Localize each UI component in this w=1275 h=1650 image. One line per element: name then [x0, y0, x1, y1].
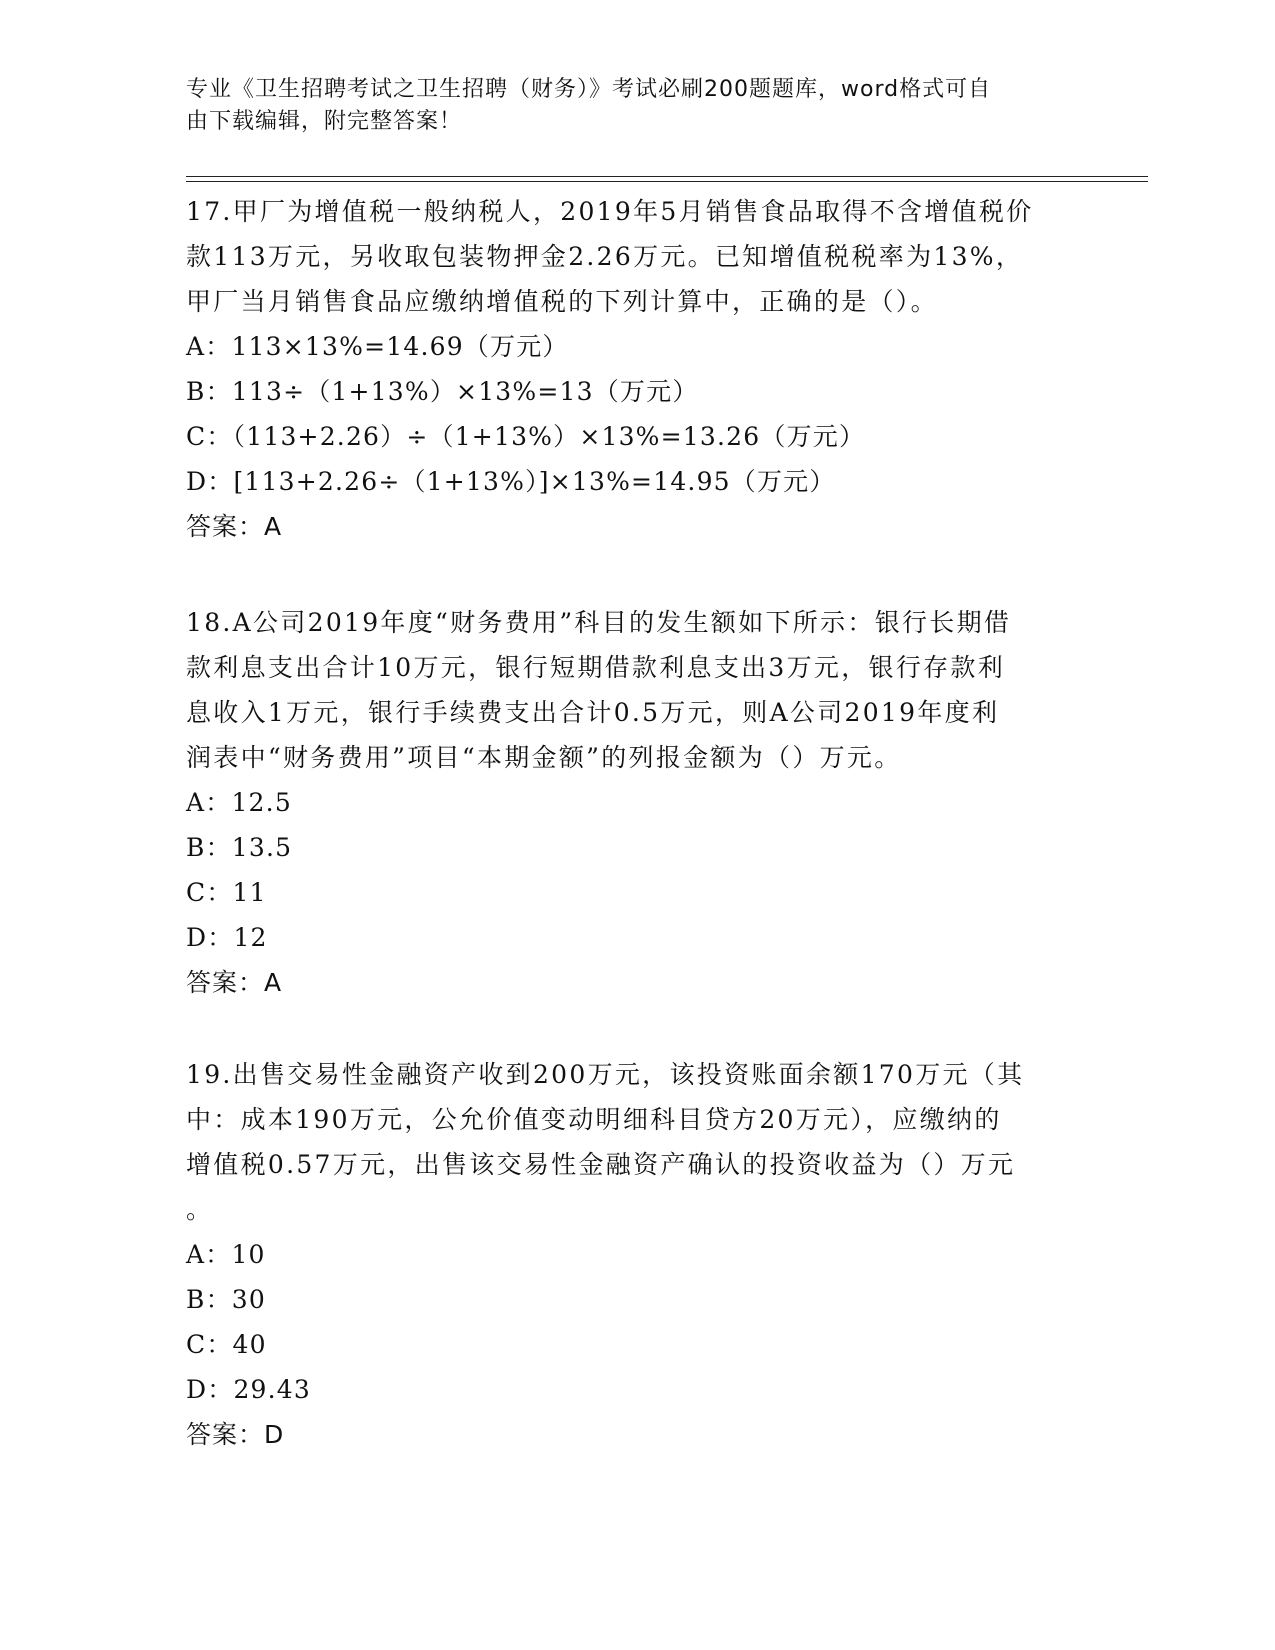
question-stem-line: 。 — [186, 1195, 214, 1224]
question-stem-line: 款利息支出合计10万元，银行短期借款利息支出3万元，银行存款利 — [186, 653, 1006, 682]
option-a: A：12.5 — [186, 788, 292, 817]
question-stem-line: 息收入1万元，银行手续费支出合计0.5万元，则A公司2019年度利 — [186, 698, 1000, 727]
question-stem-line: 中：成本190万元，公允价值变动明细科目贷方20万元），应缴纳的 — [186, 1105, 1002, 1134]
question-stem-line: 甲厂当月销售食品应缴纳增值税的下列计算中，正确的是（）。 — [186, 287, 938, 316]
header-line-2: 由下载编辑，附完整答案！ — [186, 109, 463, 134]
question-stem-line: 款113万元，另收取包装物押金2.26万元。已知增值税税率为13%， — [186, 242, 1024, 271]
question-stem-line: 润表中“财务费用”项目“本期金额”的列报金额为（）万元。 — [186, 743, 902, 772]
header-divider-top — [186, 176, 1148, 177]
option-b: B：113÷（1+13%）×13%=13（万元） — [186, 377, 699, 406]
header-line-1: 专业《卫生招聘考试之卫生招聘（财务）》考试必刷200题题库，word格式可自 — [186, 77, 992, 102]
option-c: C：40 — [186, 1330, 267, 1359]
option-d: D：[113+2.26÷（1+13%）]×13%=14.95（万元） — [186, 467, 836, 496]
option-d: D：29.43 — [186, 1375, 312, 1404]
question-19 — [186, 1052, 1076, 1457]
option-b: B：13.5 — [186, 833, 293, 862]
option-d: D：12 — [186, 923, 268, 952]
answer-line: 答案：A — [186, 512, 283, 541]
option-c: C：（113+2.26）÷（1+13%）×13%=13.26（万元） — [186, 422, 866, 451]
document-header — [186, 74, 1066, 138]
answer-line: 答案：D — [186, 1420, 285, 1449]
question-stem-line: 增值税0.57万元，出售该交易性金融资产确认的投资收益为（）万元 — [186, 1150, 1016, 1179]
option-b: B：30 — [186, 1285, 266, 1314]
option-a: A：10 — [186, 1240, 266, 1269]
answer-line: 答案：A — [186, 968, 283, 997]
question-stem-line: 19.出售交易性金融资产收到200万元，该投资账面余额170万元（其 — [186, 1060, 1025, 1089]
question-17 — [186, 189, 1076, 549]
question-stem-line: 18.A公司2019年度“财务费用”科目的发生额如下所示：银行长期借 — [186, 608, 1012, 637]
question-stem-line: 17.甲厂为增值税一般纳税人，2019年5月销售食品取得不含增值税价 — [186, 197, 1034, 226]
option-c: C：11 — [186, 878, 267, 907]
header-divider-bottom — [186, 181, 1148, 182]
option-a: A：113×13%=14.69（万元） — [186, 332, 569, 361]
question-18 — [186, 600, 1076, 1005]
